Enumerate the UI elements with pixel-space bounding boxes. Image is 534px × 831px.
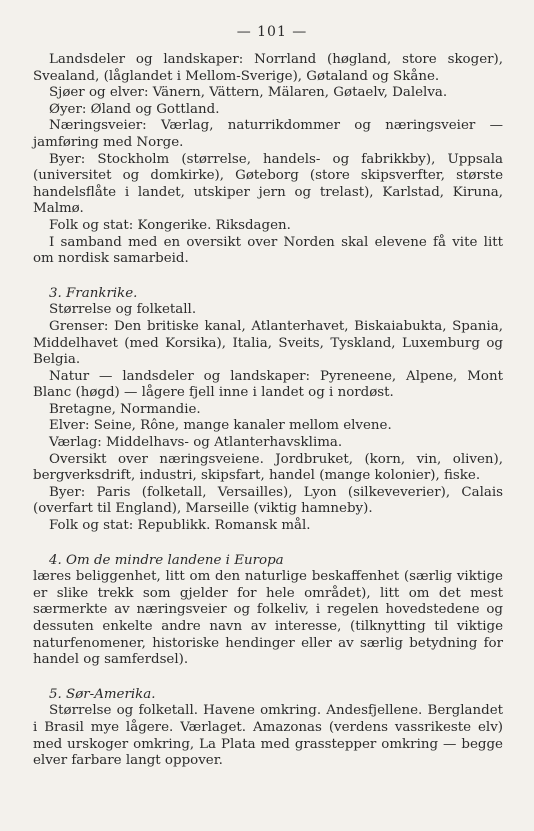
paragraph-france-climate: Værlag: Middelhavs- og Atlanterhavsklima. — [49, 435, 343, 451]
paragraph-france-borders: Grenser: Den britiske kanal, Atlanterhavet, Biskaiabukta, Spania, Middelhavet (med Korsika), Italia, Sveits, Tyskland, Luxemburg og Belgia. — [33, 318, 503, 368]
page-number: — 101 — — [236, 24, 308, 40]
paragraph-france-nature: Natur — landsdeler og landskaper: Pyreneene, Alpene, Mont Blanc (høgd) — lågere fjell inne i landet og i nordøst. — [33, 368, 503, 401]
paragraph-sweden-lakes-rivers: Sjøer og elver: Vänern, Vättern, Mälaren, Gøtaelv, Dalelva. — [49, 85, 448, 101]
paragraph-france-size: Størrelse og folketall. — [49, 302, 197, 318]
section-heading-france: 3. Frankrike. — [49, 285, 138, 301]
paragraph-sweden-state: Folk og stat: Kongerike. Riksdagen. — [49, 217, 291, 233]
paragraph-south-america: Størrelse og folketall. Havene omkring. Andesfjellene. Berglandet i Brasil mye lågere. Værlaget. Amazonas (verdens vassrikeste elv) med urskoger omkring, La Plata med grasstepper omkring — begge elver farbare langt oppover. — [33, 703, 503, 769]
paragraph-sweden-industries: Næringsveier: Værlag, naturrikdommer og næringsveier — jamføring med Norge. — [33, 118, 503, 150]
paragraph-sweden-islands: Øyer: Øland og Gottland. — [49, 101, 220, 117]
paragraph-france-industries: Oversikt over næringsveiene. Jordbruket, (korn, vin, oliven), bergverksdrift, industri, skipsfart, handel (mange kolonier), fiske. — [33, 451, 503, 484]
document-page — [33, 24, 503, 770]
paragraph-small-countries: læres beliggenhet, litt om den naturlige beskaffenhet (særlig viktige er slike trekk som gjelder for hele området), litt om det mest særmerkte av næringsveier og folkeliv, i regelen hovedstedene og dessuten enkelte andre navn av interesse, (tilknytting til viktige naturfenomener, historiske hendinger eller av særlig betydning for handel og samferdsel). — [33, 569, 503, 668]
spacer — [33, 669, 503, 677]
paragraph-nordic-cooperation: I samband med en oversikt over Norden skal elevene få vite litt om nordisk samarbeid. — [33, 234, 503, 267]
paragraph-france-cities: Byer: Paris (folketall, Versailles), Lyon (silkeveverier), Calais (overfart til England), Marseille (viktig hamneby). — [33, 484, 503, 517]
section-heading-south-america: 5. Sør-Amerika. — [49, 686, 156, 702]
paragraph-france-regions: Bretagne, Normandie. — [49, 401, 201, 417]
section-heading-small-countries: 4. Om de mindre landene i Europa — [49, 552, 284, 568]
paragraph-sweden-cities: Byer: Stockholm (størrelse, handels- og fabrikkby), Uppsala (universitet og domkirke), Gøteborg (store skipsverfter, største handelsflåte i landet, utskiper jern og trelast), Karlstad, Kiruna, Malmø. — [33, 151, 503, 217]
spacer — [33, 535, 503, 543]
paragraph-sweden-regions: Landsdeler og landskaper: Norrland (høgland, store skoger), Svealand, (låglandet i Mellom-Sverige), Gøtaland og Skåne. — [33, 52, 503, 84]
paragraph-france-state: Folk og stat: Republikk. Romansk mål. — [49, 518, 311, 534]
paragraph-france-rivers: Elver: Seine, Rône, mange kanaler mellom elvene. — [49, 418, 392, 434]
spacer — [33, 268, 503, 276]
